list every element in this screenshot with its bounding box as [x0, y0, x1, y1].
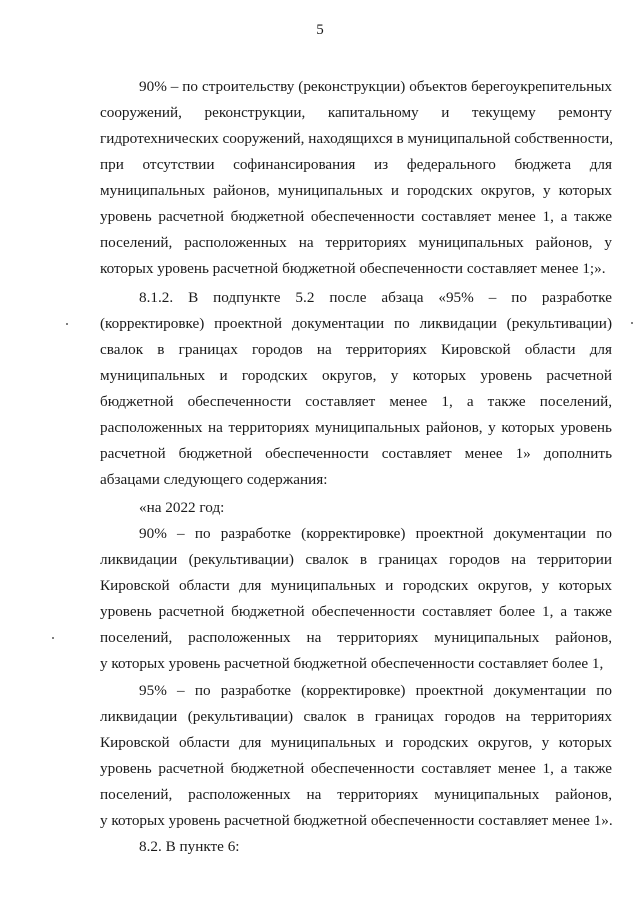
paragraph-line: уровень расчетной бюджетной обеспеченности составляет менее 1, а также [100, 208, 612, 225]
scan-speck [52, 637, 54, 639]
paragraph-line: у которых уровень расчетной бюджетной обеспеченности составляет менее 1». [100, 812, 613, 829]
paragraph-line: 8.1.2. В подпункте 5.2 после абзаца «95% – по разработке [139, 289, 612, 306]
paragraph-line: ликвидации (рекультивации) свалок в границах городов на территории [100, 551, 612, 568]
paragraph-line: поселений, расположенных на территориях муниципальных районов, [100, 786, 612, 803]
paragraph-line: сооружений, реконструкции, капитальному и текущему ремонту [100, 104, 612, 121]
paragraph-8-2 [100, 834, 612, 860]
paragraph-year-2022 [100, 495, 612, 521]
paragraph-line: «на 2022 год: [139, 499, 225, 516]
paragraph-line: поселений, расположенных на территориях муниципальных районов, [100, 629, 612, 646]
paragraph-line: поселений, расположенных на территориях муниципальных районов, у [100, 234, 612, 251]
paragraph-line: (корректировке) проектной документации по ликвидации (рекультивации) [100, 315, 612, 332]
paragraph-line: 95% – по разработке (корректировке) проектной документации по [139, 682, 612, 699]
paragraph-line: свалок в границах городов на территориях Кировской области для [100, 341, 612, 358]
paragraph-construction-90 [100, 74, 612, 282]
paragraph-line: которых уровень расчетной бюджетной обеспеченности составляет менее 1;». [100, 260, 606, 277]
page-number: 5 [316, 22, 324, 38]
scan-speck [66, 323, 68, 325]
paragraph-line: расположенных на территориях муниципальных районов, у которых уровень [100, 419, 612, 436]
paragraph-line: Кировской области для муниципальных и городских округов, у которых [100, 577, 612, 594]
paragraph-design-95 [100, 678, 612, 834]
paragraph-line: при отсутствии софинансирования из федерального бюджета для [100, 156, 612, 173]
paragraph-8-1-2 [100, 285, 612, 493]
paragraph-line: ликвидации (рекультивации) свалок в границах городов на территориях [100, 708, 612, 725]
paragraph-line: уровень расчетной бюджетной обеспеченности составляет более 1, а также [100, 603, 612, 620]
paragraph-line: расчетной бюджетной обеспеченности составляет менее 1» дополнить [100, 445, 612, 462]
paragraph-line: бюджетной обеспеченности составляет менее 1, а также поселений, [100, 393, 612, 410]
paragraph-line: Кировской области для муниципальных и городских округов, у которых [100, 734, 612, 751]
paragraph-line: 8.2. В пункте 6: [139, 838, 240, 855]
paragraph-line: гидротехнических сооружений, находящихся в муниципальной собственности, [100, 130, 614, 147]
scan-speck [631, 322, 633, 324]
paragraph-line: муниципальных районов, муниципальных и городских округов, у которых [100, 182, 612, 199]
paragraph-line: уровень расчетной бюджетной обеспеченности составляет менее 1, а также [100, 760, 612, 777]
paragraph-line: 90% – по разработке (корректировке) проектной документации по [139, 525, 612, 542]
paragraph-design-90 [100, 521, 612, 677]
paragraph-line: муниципальных и городских округов, у которых уровень расчетной [100, 367, 612, 384]
paragraph-line: у которых уровень расчетной бюджетной обеспеченности составляет более 1, [100, 655, 604, 672]
paragraph-line: абзацами следующего содержания: [100, 471, 328, 488]
paragraph-line: 90% – по строительству (реконструкции) объектов берегоукрепительных [139, 78, 612, 95]
